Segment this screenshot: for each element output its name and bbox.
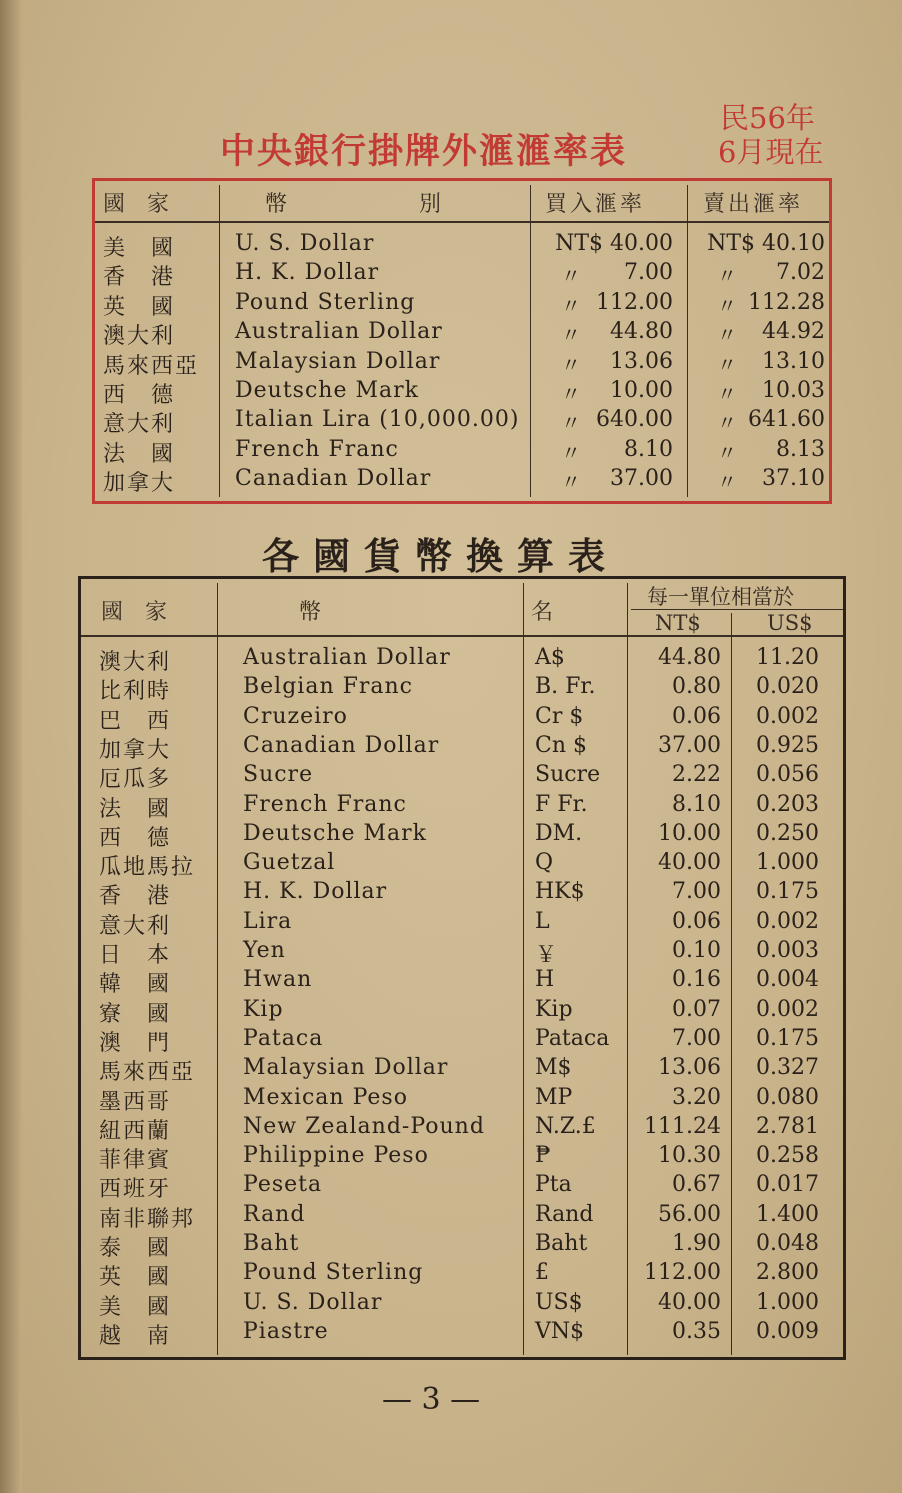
conv-row-nt: 1.90	[672, 1231, 721, 1256]
header-sell-rate: 賣出滙率	[703, 192, 804, 217]
conv-row-symbol: A$	[535, 645, 565, 670]
rate-row-country: 意大利	[103, 412, 176, 438]
conv-row-us: 1.000	[756, 850, 819, 876]
conv-row-country: 南非聯邦	[99, 1206, 196, 1232]
rate-row-buy: 112.00	[596, 289, 673, 315]
conv-row-nt: 44.80	[658, 645, 721, 670]
conv-row-symbol: H	[535, 967, 555, 993]
conv-row-us: 0.080	[756, 1084, 819, 1110]
conv-row-currency: New Zealand-Pound	[243, 1113, 485, 1139]
conversion-table-title: 各國貨幣換算表	[262, 534, 619, 578]
rate-row-country: 馬來西亞	[103, 353, 200, 379]
conv-row-symbol: N.Z.£	[535, 1113, 596, 1139]
conv-row-country: 法 國	[99, 796, 172, 822]
currency-conversion-table	[78, 576, 846, 1360]
conv-row-currency: Mexican Peso	[243, 1084, 408, 1110]
conv-row-us: 1.000	[756, 1289, 819, 1315]
conv-row-us: 0.002	[756, 703, 819, 729]
binding-edge	[0, 0, 22, 1493]
rate-row-currency: H. K. Dollar	[235, 260, 380, 286]
rate-row-currency: Pound Sterling	[235, 289, 416, 315]
conv-row-country: 比利時	[99, 679, 172, 705]
conv-row-country: 日 本	[99, 943, 172, 968]
conv-row-us: 2.800	[756, 1260, 819, 1286]
conv-row-currency: Cruzeiro	[243, 703, 348, 729]
conv-row-nt: 0.16	[672, 967, 721, 993]
conv-row-currency: H. K. Dollar	[243, 879, 388, 905]
ditto-mark: 〃	[717, 352, 737, 377]
rate-row-currency: Italian Lira (10,000.00)	[235, 407, 520, 433]
conv-row-symbol: Baht	[535, 1231, 588, 1256]
conv-row-symbol: £	[535, 1260, 549, 1286]
conv-row-currency: Canadian Dollar	[243, 732, 440, 758]
rate-row-currency: Canadian Dollar	[235, 466, 432, 492]
conv-row-country: 西 德	[99, 825, 172, 851]
rate-row-currency: Australian Dollar	[235, 319, 443, 345]
rate-row-buy: 13.06	[610, 348, 673, 374]
conv-row-symbol: Pataca	[535, 1025, 610, 1051]
conv-row-country: 厄瓜多	[99, 767, 172, 793]
rate-row-buy: 7.00	[624, 260, 673, 286]
rate-table-title: 中央銀行掛牌外滙滙率表	[220, 131, 628, 172]
conv-row-nt: 40.00	[658, 1289, 721, 1315]
conv-row-us: 0.175	[756, 1025, 819, 1051]
ditto-mark: 〃	[561, 264, 581, 289]
conv-row-country: 澳 門	[99, 1030, 172, 1056]
rate-row-country: 美 國	[103, 236, 176, 261]
conv-row-country: 澳大利	[99, 650, 172, 675]
conv-row-nt: 7.00	[672, 879, 721, 905]
ditto-mark: 〃	[561, 470, 581, 495]
conv-row-country: 意大利	[99, 913, 172, 939]
conv-row-symbol: Rand	[535, 1201, 594, 1227]
rate-row-sell: 13.10	[762, 348, 825, 374]
conv-row-currency: Hwan	[243, 967, 313, 993]
conv-row-currency: Deutsche Mark	[243, 820, 427, 846]
conv-row-country: 墨西哥	[99, 1089, 172, 1115]
header-country: 國 家	[103, 192, 170, 217]
conv-header-currency: 幣	[299, 600, 322, 625]
conv-row-us: 0.009	[756, 1318, 819, 1344]
conv-header-symbol: 名	[531, 600, 554, 625]
rate-row-currency: Deutsche Mark	[235, 378, 419, 403]
rate-row-buy: 640.00	[596, 407, 673, 433]
rate-table-date-month: 6月現在	[718, 135, 824, 169]
conv-row-us: 0.175	[756, 879, 819, 905]
conv-row-currency: U. S. Dollar	[243, 1289, 383, 1315]
conv-row-symbol: Sucre	[535, 762, 601, 788]
conv-row-symbol: M$	[535, 1055, 572, 1081]
conv-header-us: US$	[767, 611, 813, 635]
conv-row-symbol: US$	[535, 1289, 583, 1315]
conv-row-country: 韓 國	[99, 972, 172, 998]
rate-row-country: 香 港	[103, 265, 176, 291]
rate-row-buy: 10.00	[610, 378, 673, 403]
conv-row-symbol: Pta	[535, 1172, 572, 1198]
conv-row-nt: 0.07	[672, 996, 721, 1022]
rate-row-sell: 44.92	[762, 319, 825, 345]
conv-row-us: 0.203	[756, 791, 819, 817]
rate-row-sell: 112.28	[748, 289, 825, 315]
ditto-mark: 〃	[717, 411, 737, 436]
conv-row-us: 11.20	[756, 645, 819, 670]
ditto-mark: 〃	[717, 323, 737, 348]
page-number: — 3 —	[382, 1382, 481, 1417]
conv-row-symbol: Cn $	[535, 732, 587, 758]
rate-row-buy: 44.80	[610, 319, 673, 345]
ditto-mark: 〃	[717, 264, 737, 289]
conv-row-currency: Philippine Peso	[243, 1143, 429, 1169]
rate-row-currency: U. S. Dollar	[235, 231, 375, 256]
ditto-mark: 〃	[717, 470, 737, 495]
conv-row-us: 0.327	[756, 1055, 819, 1081]
conv-row-country: 越 南	[99, 1323, 172, 1349]
rate-table-date-year: 民56年	[720, 101, 815, 135]
rate-row-sell: 37.10	[762, 466, 825, 492]
header-currency: 幣 別	[265, 192, 442, 217]
rate-row-country: 法 國	[103, 441, 176, 467]
conv-row-currency: Pataca	[243, 1025, 324, 1051]
conv-row-nt: 0.35	[672, 1318, 721, 1344]
ditto-mark: 〃	[561, 293, 581, 318]
conv-row-currency: Lira	[243, 908, 293, 934]
conv-row-currency: Yen	[243, 938, 286, 963]
conv-row-currency: Baht	[243, 1231, 300, 1256]
rate-row-sell: 7.02	[776, 260, 825, 286]
rate-row-country: 西 德	[103, 383, 176, 408]
ditto-mark: 〃	[717, 382, 737, 406]
conv-row-us: 0.250	[756, 820, 819, 846]
conv-row-country: 英 國	[99, 1265, 172, 1291]
rate-row-country: 加拿大	[103, 471, 176, 497]
conv-row-currency: Australian Dollar	[243, 645, 451, 670]
conv-row-country: 西班牙	[99, 1177, 172, 1203]
conv-row-currency: Belgian Franc	[243, 674, 414, 700]
conv-row-country: 泰 國	[99, 1236, 172, 1261]
ditto-mark: 〃	[717, 440, 737, 465]
conv-row-us: 0.020	[756, 674, 819, 700]
conv-row-us: 2.781	[756, 1113, 819, 1139]
conv-row-us: 0.003	[756, 938, 819, 963]
conv-row-us: 0.056	[756, 762, 819, 788]
conv-row-us: 1.400	[756, 1201, 819, 1227]
conv-row-symbol: ￥	[535, 943, 558, 968]
rate-row-currency: French Franc	[235, 436, 399, 462]
ditto-mark: 〃	[561, 440, 581, 465]
conv-row-us: 0.017	[756, 1172, 819, 1198]
conv-header-country: 國 家	[101, 600, 168, 625]
rate-row-sell: 10.03	[762, 378, 825, 403]
conv-row-currency: Malaysian Dollar	[243, 1055, 449, 1081]
conv-row-nt: 0.06	[672, 908, 721, 934]
conv-row-nt: 0.06	[672, 703, 721, 729]
conv-row-nt: 3.20	[672, 1084, 721, 1110]
conv-row-country: 紐西蘭	[99, 1118, 172, 1144]
conv-row-currency: Pound Sterling	[243, 1260, 424, 1286]
conv-row-currency: Sucre	[243, 762, 314, 788]
exchange-rate-table	[92, 178, 832, 504]
conv-row-symbol: Kip	[535, 996, 573, 1022]
conv-row-symbol: VN$	[535, 1318, 585, 1344]
conv-row-country: 加拿大	[99, 737, 172, 763]
ditto-mark: 〃	[561, 323, 581, 348]
conv-row-nt: 7.00	[672, 1025, 721, 1051]
conv-row-symbol: B. Fr.	[535, 674, 596, 700]
rate-row-country: 英 國	[103, 294, 176, 320]
conv-row-country: 巴 西	[99, 708, 172, 734]
conv-row-symbol: L	[535, 908, 550, 934]
conv-row-currency: Peseta	[243, 1172, 323, 1198]
conv-row-currency: French Franc	[243, 791, 407, 817]
conv-row-nt: 0.10	[672, 938, 721, 963]
conv-row-symbol: F Fr.	[535, 791, 588, 817]
conv-row-currency: Guetzal	[243, 850, 336, 876]
header-buy-rate: 買入滙率	[545, 192, 646, 217]
rate-row-sell: 641.60	[748, 407, 825, 433]
conv-row-nt: 10.00	[658, 820, 721, 846]
conv-row-us: 0.002	[756, 908, 819, 934]
conv-row-currency: Piastre	[243, 1318, 329, 1344]
rate-row-buy: 8.10	[624, 436, 673, 462]
conv-row-nt: 8.10	[672, 791, 721, 817]
ditto-mark: 〃	[561, 352, 581, 377]
ditto-mark: 〃	[561, 411, 581, 436]
conv-row-symbol: Q	[535, 850, 554, 876]
conv-row-nt: 111.24	[644, 1113, 721, 1139]
conv-row-symbol: MP	[535, 1084, 573, 1110]
conv-header-nt: NT$	[655, 611, 701, 635]
conv-row-country: 瓜地馬拉	[99, 855, 196, 881]
rate-row-buy: NT$ 40.00	[555, 231, 673, 256]
conv-row-nt: 0.80	[672, 674, 721, 700]
conv-row-country: 美 國	[99, 1294, 172, 1320]
rate-row-country: 澳大利	[103, 324, 176, 350]
conv-row-nt: 13.06	[658, 1055, 721, 1081]
rate-row-sell: 8.13	[776, 436, 825, 462]
conv-row-nt: 112.00	[644, 1260, 721, 1286]
conv-row-country: 香 港	[99, 884, 172, 910]
conv-row-nt: 10.30	[658, 1143, 721, 1169]
conv-row-nt: 2.22	[672, 762, 721, 788]
conv-row-symbol: HK$	[535, 879, 585, 905]
conv-row-country: 菲律賓	[99, 1148, 172, 1174]
ditto-mark: 〃	[717, 293, 737, 318]
conv-row-symbol: DM.	[535, 820, 583, 846]
conv-row-us: 0.002	[756, 996, 819, 1022]
conv-row-us: 0.925	[756, 732, 819, 758]
rate-row-buy: 37.00	[610, 466, 673, 492]
conv-row-nt: 56.00	[658, 1201, 721, 1227]
conv-header-per-unit: 每一單位相當於	[647, 585, 794, 609]
conv-row-nt: 37.00	[658, 732, 721, 758]
conv-row-country: 寮 國	[99, 1001, 172, 1027]
rate-row-currency: Malaysian Dollar	[235, 348, 441, 374]
ditto-mark: 〃	[561, 382, 581, 406]
conv-row-symbol: Cr $	[535, 703, 584, 729]
conv-row-nt: 40.00	[658, 850, 721, 876]
conv-row-us: 0.048	[756, 1231, 819, 1256]
conv-row-us: 0.004	[756, 967, 819, 993]
conv-row-country: 馬來西亞	[99, 1060, 196, 1086]
rate-row-sell: NT$ 40.10	[707, 231, 825, 256]
conv-row-currency: Kip	[243, 996, 284, 1022]
conv-row-us: 0.258	[756, 1143, 819, 1169]
conv-row-nt: 0.67	[672, 1172, 721, 1198]
conv-row-currency: Rand	[243, 1201, 306, 1227]
conv-row-symbol: ₱	[535, 1143, 551, 1169]
